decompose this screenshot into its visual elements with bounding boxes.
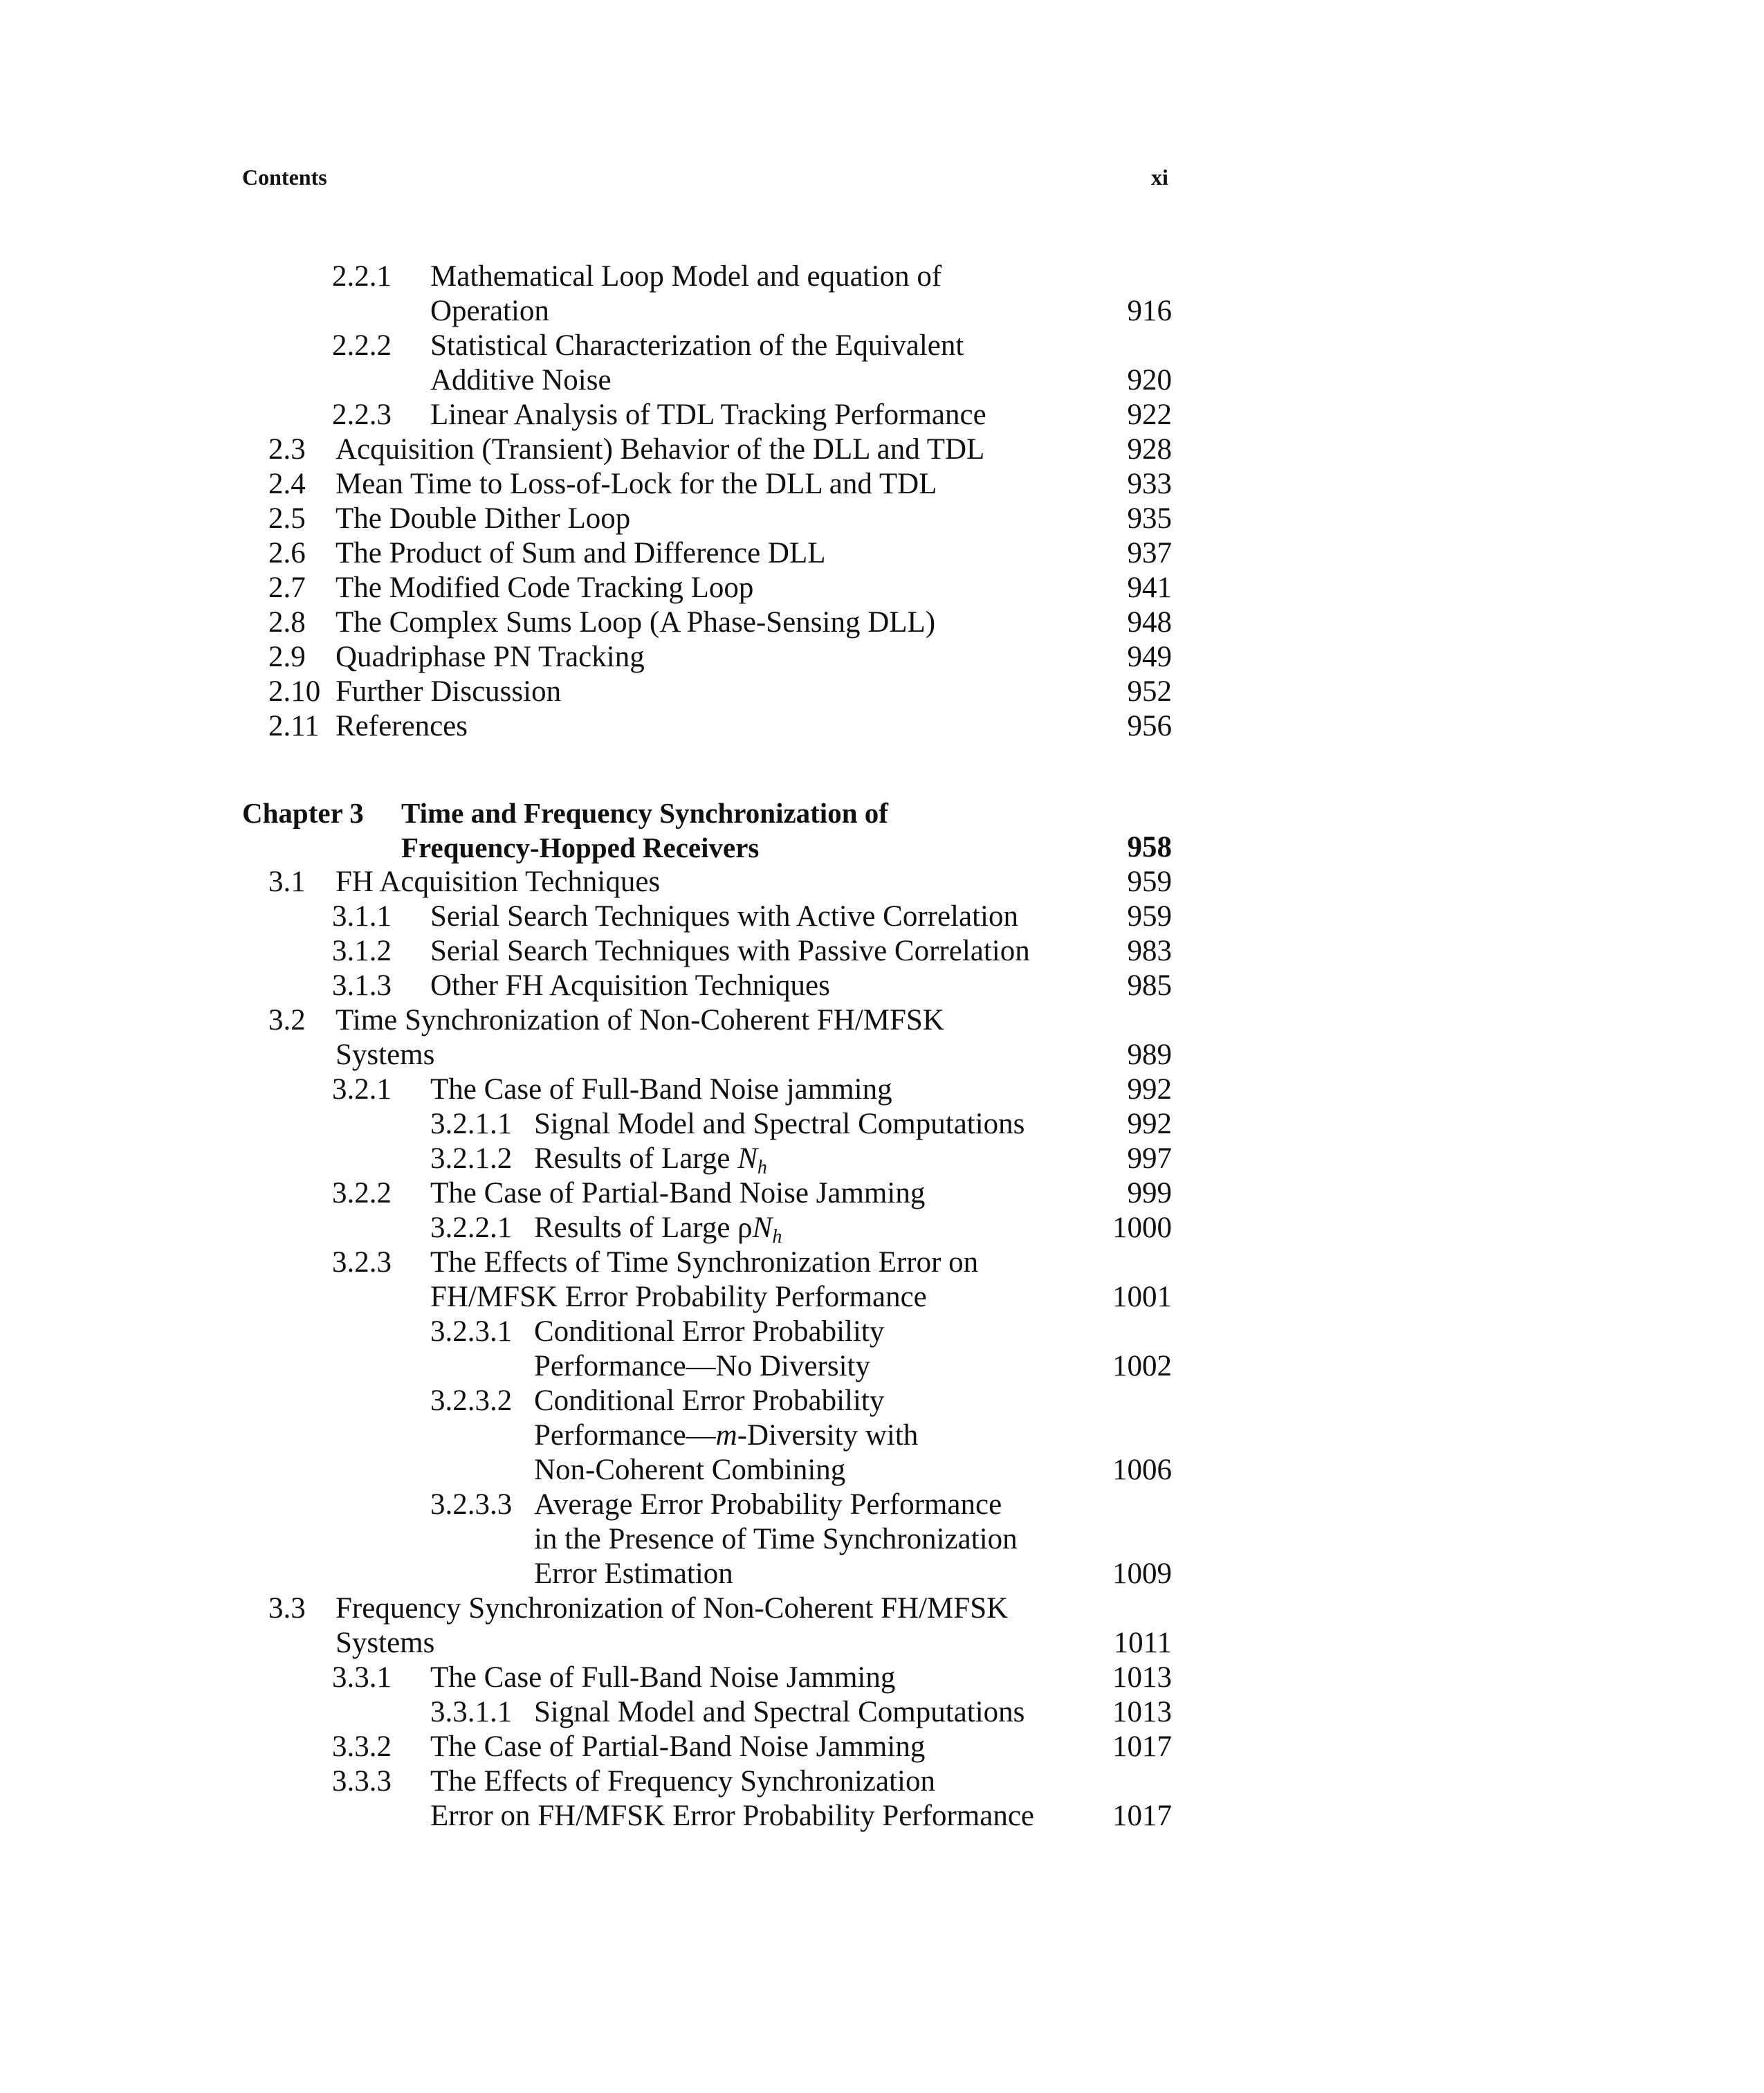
toc-entry-number: 3.3.2 (332, 1730, 392, 1763)
toc-entry[interactable] (0, 640, 1172, 675)
toc-entry-page-number: 933 (1127, 468, 1172, 500)
toc-entry-title (430, 969, 830, 1003)
toc-entry-number: 3.2.1.2 (430, 1142, 513, 1175)
toc-entry-page-number: 920 (1127, 364, 1172, 396)
toc-entry-title (534, 1211, 782, 1245)
toc-entry-number: 2.11 (268, 710, 320, 742)
toc-entry-number: 2.10 (268, 675, 321, 708)
toc-entry-title-text: in the Presence of Time Synchronization (534, 1523, 1018, 1555)
toc-entry-number: 3.2.3.1 (430, 1315, 513, 1348)
toc-entry-title (336, 432, 984, 467)
toc-entry-title-text: Performance—No Diversity (534, 1350, 870, 1382)
toc-entry-number: 2.5 (268, 502, 306, 535)
toc-entry-title (336, 536, 826, 571)
toc-entry-title (336, 502, 630, 536)
toc-entry-title (534, 1695, 1025, 1730)
toc-entry-title-text: Operation (430, 295, 549, 327)
toc-entry[interactable] (0, 934, 1172, 969)
toc-entry-page-number: 999 (1127, 1177, 1172, 1209)
toc-entry-title-text: Performance— (534, 1419, 716, 1452)
toc-entry-title (336, 1038, 434, 1072)
toc-entry-number: 2.6 (268, 537, 306, 569)
toc-entry[interactable] (0, 329, 1172, 363)
toc-entry-page-number: 1006 (1112, 1454, 1172, 1486)
toc-entry[interactable] (0, 1384, 1172, 1418)
toc-entry[interactable] (0, 1176, 1172, 1211)
toc-entry-number: 3.2.2 (332, 1177, 392, 1209)
toc-entry-number: 3.2.3.2 (430, 1384, 513, 1417)
toc-entry-page-number: 1013 (1112, 1661, 1172, 1694)
toc-entry-page-number: 956 (1127, 710, 1172, 742)
toc-entry[interactable] (0, 1038, 1172, 1072)
toc-entry-title-text: Non-Coherent Combining (534, 1454, 846, 1486)
toc-entry[interactable] (0, 502, 1172, 536)
toc-entry-page-number: 985 (1127, 969, 1172, 1002)
toc-entry-title (534, 1522, 1018, 1557)
toc-entry-title (430, 398, 986, 432)
toc-entry-title (430, 294, 549, 329)
toc-entry-title-text: The Case of Partial-Band Noise Jamming (430, 1177, 926, 1209)
toc-entry[interactable] (0, 899, 1172, 934)
toc-entry-title (430, 1072, 892, 1107)
toc-entry[interactable] (0, 1280, 1172, 1315)
toc-entry-title-text: Other FH Acquisition Techniques (430, 969, 830, 1002)
toc-entry[interactable] (0, 1557, 1172, 1591)
toc-entry-page-number: 959 (1127, 900, 1172, 933)
toc-entry-title (430, 1764, 935, 1799)
toc-entry-title (430, 899, 1018, 934)
toc-entry-number: 3.2.3.3 (430, 1488, 513, 1521)
toc-entry-math-symbol: m (715, 1419, 737, 1452)
toc-entry-title-text: Error Estimation (534, 1557, 733, 1590)
toc-entry-title-text: Mathematical Loop Model and equation of (430, 260, 942, 293)
running-header-page-number: xi (1151, 165, 1168, 190)
toc-entry-title-text: Linear Analysis of TDL Tracking Performance (430, 399, 986, 431)
toc-entry-title-text: Serial Search Techniques with Passive Correlation (430, 935, 1030, 967)
toc-entry-title-text: Quadriphase PN Tracking (336, 641, 645, 673)
toc-entry-title-text: Statistical Characterization of the Equivalent (430, 329, 964, 362)
toc-entry-title (430, 1730, 925, 1764)
toc-entry-title (430, 1280, 927, 1315)
toc-entry-number: 2.8 (268, 606, 306, 639)
toc-entry-title-text: Conditional Error Probability (534, 1315, 885, 1348)
toc-entry-number: 3.3.1 (332, 1661, 392, 1694)
toc-entry-title-text: Signal Model and Spectral Computations (534, 1696, 1025, 1728)
toc-entry-title-text: FH/MFSK Error Probability Performance (430, 1281, 927, 1313)
toc-entry-number: 2.3 (268, 433, 306, 466)
toc-entry-title-text: References (336, 710, 468, 742)
toc-entry-title (534, 1453, 845, 1488)
toc-entry-page-number: 916 (1127, 295, 1172, 327)
toc-entry[interactable] (0, 1418, 1172, 1453)
toc-entry[interactable] (0, 969, 1172, 1003)
toc-entry-page-number: 1000 (1112, 1212, 1172, 1244)
toc-entry-title (534, 1418, 918, 1453)
toc-entry-title-text: FH Acquisition Techniques (336, 866, 661, 898)
toc-entry-page-number: 941 (1127, 572, 1172, 604)
toc-entry[interactable] (0, 1142, 1172, 1176)
toc-entry[interactable] (0, 571, 1172, 605)
toc-entry[interactable] (0, 675, 1172, 709)
toc-entry[interactable] (0, 259, 1172, 294)
toc-entry-title-text: Frequency-Hopped Receivers (401, 832, 760, 863)
toc-entry-page-number: 935 (1127, 502, 1172, 535)
toc-entry-math-subscript: h (757, 1157, 767, 1178)
toc-entry[interactable] (0, 1695, 1172, 1730)
toc-entry-title-text: The Complex Sums Loop (A Phase-Sensing DLL) (336, 606, 936, 639)
toc-entry-math-symbol: N (737, 1142, 757, 1175)
toc-entry-math-symbol: N (752, 1212, 773, 1244)
toc-entry-title (534, 1107, 1025, 1142)
toc-entry-title-text: The Case of Full-Band Noise jamming (430, 1073, 892, 1106)
toc-entry-title (336, 865, 660, 899)
toc-entry[interactable] (0, 1315, 1172, 1349)
running-header-title: Contents (242, 165, 327, 190)
toc-entry-number: 3.2.2.1 (430, 1212, 513, 1244)
toc-entry[interactable] (0, 1245, 1172, 1280)
toc-entry[interactable] (0, 796, 1172, 830)
toc-entry-math-subscript: h (772, 1226, 782, 1247)
toc-entry[interactable] (0, 398, 1172, 432)
toc-entry-page-number: 1017 (1112, 1730, 1172, 1763)
toc-entry[interactable] (0, 709, 1172, 744)
toc-entry-title-text: Time and Frequency Synchronization of (401, 797, 888, 829)
toc-entry-page-number: 1002 (1112, 1350, 1172, 1382)
toc-entry-title-suffix: -Diversity with (737, 1419, 919, 1452)
toc-entry-title-text: The Effects of Frequency Synchronization (430, 1765, 935, 1798)
toc-entry-number: 3.2 (268, 1004, 306, 1036)
toc-entry-title-text: Mean Time to Loss-of-Lock for the DLL and TDL (336, 468, 937, 500)
toc-entry-title-text: The Modified Code Tracking Loop (336, 572, 754, 604)
toc-entry-page-number: 997 (1127, 1142, 1172, 1175)
toc-entry-number: 2.7 (268, 572, 306, 604)
toc-entry-title-text: The Case of Partial-Band Noise Jamming (430, 1730, 926, 1763)
toc-entry-title-text: Systems (336, 1039, 435, 1071)
toc-entry-title-text: Additive Noise (430, 364, 612, 396)
toc-entry-title (534, 1142, 767, 1176)
toc-entry-number: 3.2.3 (332, 1246, 392, 1279)
toc-entry-number: 2.4 (268, 468, 306, 500)
toc-entry[interactable] (0, 1107, 1172, 1142)
toc-entry-title (336, 1003, 944, 1038)
toc-entry-title (401, 830, 759, 865)
toc-entry-page-number: 937 (1127, 537, 1172, 569)
toc-entry[interactable] (0, 1003, 1172, 1038)
toc-entry-number: 3.1 (268, 866, 306, 898)
toc-entry-number: 2.2.3 (332, 399, 392, 431)
toc-entry-title-text: Results of Large ρ (534, 1212, 753, 1244)
toc-entry-title (430, 1245, 978, 1280)
toc-entry[interactable] (0, 1591, 1172, 1626)
toc-entry-number: 2.9 (268, 641, 306, 673)
toc-entry-title (430, 329, 964, 363)
toc-entry[interactable] (0, 1453, 1172, 1488)
toc-entry-number: Chapter 3 (242, 797, 364, 829)
toc-entry-title (336, 571, 753, 605)
toc-entry-title-text: The Case of Full-Band Noise Jamming (430, 1661, 896, 1694)
toc-entry-page-number: 952 (1127, 675, 1172, 708)
toc-entry[interactable] (0, 865, 1172, 899)
toc-entry-number: 3.3.1.1 (430, 1696, 513, 1728)
toc-entry-title (336, 1626, 434, 1661)
toc-entry-page-number: 1011 (1113, 1627, 1172, 1659)
toc-entry-title (534, 1488, 1002, 1522)
toc-entry[interactable] (0, 1764, 1172, 1799)
toc-entry-page-number: 959 (1127, 866, 1172, 898)
toc-entry-page-number: 949 (1127, 641, 1172, 673)
toc-entry[interactable] (0, 1799, 1172, 1834)
toc-entry-number: 3.1.3 (332, 969, 392, 1002)
toc-entry[interactable] (0, 536, 1172, 571)
toc-entry-title-text: The Double Dither Loop (336, 502, 631, 535)
toc-entry-title-text: Conditional Error Probability (534, 1384, 885, 1417)
toc-entry-page-number: 992 (1127, 1073, 1172, 1106)
toc-entry-page-number: 992 (1127, 1108, 1172, 1140)
toc-entry-page-number: 1009 (1112, 1557, 1172, 1590)
toc-entry-title (430, 363, 612, 398)
toc-entry-number: 3.1.1 (332, 900, 392, 933)
toc-entry-title (336, 467, 937, 502)
toc-entry-title-text: Results of Large (534, 1142, 738, 1175)
toc-entry-number: 2.2.1 (332, 260, 392, 293)
toc-entry-page-number: 928 (1127, 433, 1172, 466)
toc-entry-page-number: 1013 (1112, 1696, 1172, 1728)
toc-entry[interactable] (0, 830, 1172, 865)
toc-entry-title (430, 1661, 895, 1695)
toc-entry-number: 3.1.2 (332, 935, 392, 967)
toc-entry-title-text: Average Error Probability Performance (534, 1488, 1002, 1521)
toc-entry-title (534, 1557, 733, 1591)
toc-entry-page-number: 1017 (1112, 1800, 1172, 1832)
toc-entry-title (534, 1349, 870, 1384)
toc-entry-title-text: Acquisition (Transient) Behavior of the DLL and TDL (336, 433, 985, 466)
toc-entry-number: 2.2.2 (332, 329, 392, 362)
toc-entry[interactable] (0, 605, 1172, 640)
toc-entry-title-text: Serial Search Techniques with Active Correlation (430, 900, 1018, 933)
toc-entry[interactable] (0, 432, 1172, 467)
toc-entry-title (401, 796, 888, 830)
toc-entry-title-text: Further Discussion (336, 675, 562, 708)
toc-entry-title-text: The Effects of Time Synchronization Error on (430, 1246, 979, 1279)
toc-entry-title (336, 605, 935, 640)
toc-entry-title (430, 1799, 1034, 1834)
toc-entry-number: 3.3.3 (332, 1765, 392, 1798)
toc-entry-page-number: 948 (1127, 606, 1172, 639)
toc-entry-title (430, 934, 1030, 969)
toc-entry[interactable] (0, 294, 1172, 329)
toc-entry-title (336, 709, 468, 744)
toc-entry-page-number: 922 (1127, 399, 1172, 431)
toc-entry[interactable] (0, 1730, 1172, 1764)
toc-entry-title-text: The Product of Sum and Difference DLL (336, 537, 826, 569)
toc-entry-title (336, 675, 561, 709)
toc-entry-page-number: 958 (1127, 831, 1172, 863)
toc-entry[interactable] (0, 1349, 1172, 1384)
toc-entry-title-text: Systems (336, 1627, 435, 1659)
toc-entry-title (430, 259, 941, 294)
toc-entry-title (534, 1315, 884, 1349)
toc-entry-page-number: 983 (1127, 935, 1172, 967)
toc-entry-page-number: 1001 (1112, 1281, 1172, 1313)
toc-entry-title-text: Time Synchronization of Non-Coherent FH/MFSK (336, 1004, 944, 1036)
toc-entry[interactable] (0, 1211, 1172, 1245)
toc-entry[interactable] (0, 363, 1172, 398)
toc-entry[interactable] (0, 467, 1172, 502)
toc-entry-title (534, 1384, 884, 1418)
toc-entry-title (430, 1176, 925, 1211)
toc-entry[interactable] (0, 1661, 1172, 1695)
toc-entry-title (336, 640, 645, 675)
toc-entry[interactable] (0, 1072, 1172, 1107)
toc-entry-number: 3.2.1.1 (430, 1108, 513, 1140)
toc-entry-number: 3.2.1 (332, 1073, 392, 1106)
toc-entry-title-text: Signal Model and Spectral Computations (534, 1108, 1025, 1140)
toc-entry[interactable] (0, 1522, 1172, 1557)
toc-entry-title-text: Frequency Synchronization of Non-Coherent FH/MFSK (336, 1592, 1009, 1625)
toc-entry-number: 3.3 (268, 1592, 306, 1625)
toc-entry-title-text: Error on FH/MFSK Error Probability Performance (430, 1800, 1034, 1832)
toc-entry-page-number: 989 (1127, 1039, 1172, 1071)
toc-entry-title (336, 1591, 1008, 1626)
toc-entry[interactable] (0, 1488, 1172, 1522)
toc-entry[interactable] (0, 1626, 1172, 1661)
